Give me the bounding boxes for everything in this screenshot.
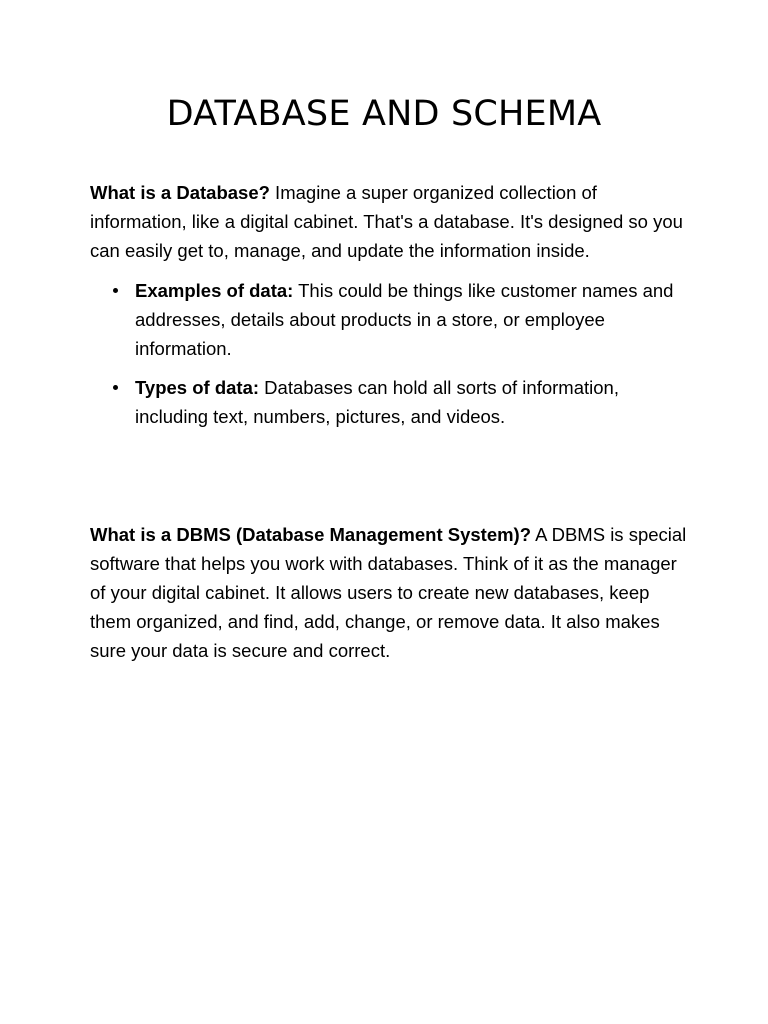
- types-lead: Types of data:: [135, 377, 260, 398]
- bullet-icon: [113, 385, 118, 390]
- dbms-question-lead: What is a DBMS (Database Management System)?: [90, 524, 532, 545]
- database-definition-text: Imagine a super organized collection of information, like a digital cabinet. That's a database. It's designed so you can easily get to, manage, and update the information inside.: [90, 182, 683, 261]
- database-question-lead: What is a Database?: [90, 182, 270, 203]
- list-item-examples: [90, 276, 690, 363]
- bullet-icon: [113, 288, 118, 293]
- database-definition-paragraph: [90, 178, 690, 265]
- dbms-definition-text: A DBMS is special software that helps you work with databases. Think of it as the manager of your digital cabinet. It allows users to create new databases, keep them organized, and find, add, change, or remove data. It also makes sure your data is secure and correct.: [90, 524, 687, 661]
- page-title: DATABASE AND SCHEMA: [166, 94, 602, 134]
- dbms-definition-paragraph: [90, 520, 690, 665]
- examples-lead: Examples of data:: [135, 280, 294, 301]
- list-item-types: [90, 373, 690, 431]
- examples-text: This could be things like customer names and addresses, details about products in a store, or employee information.: [135, 280, 674, 359]
- data-bullet-list: [90, 276, 690, 441]
- types-text: Databases can hold all sorts of information, including text, numbers, pictures, and videos.: [135, 377, 619, 427]
